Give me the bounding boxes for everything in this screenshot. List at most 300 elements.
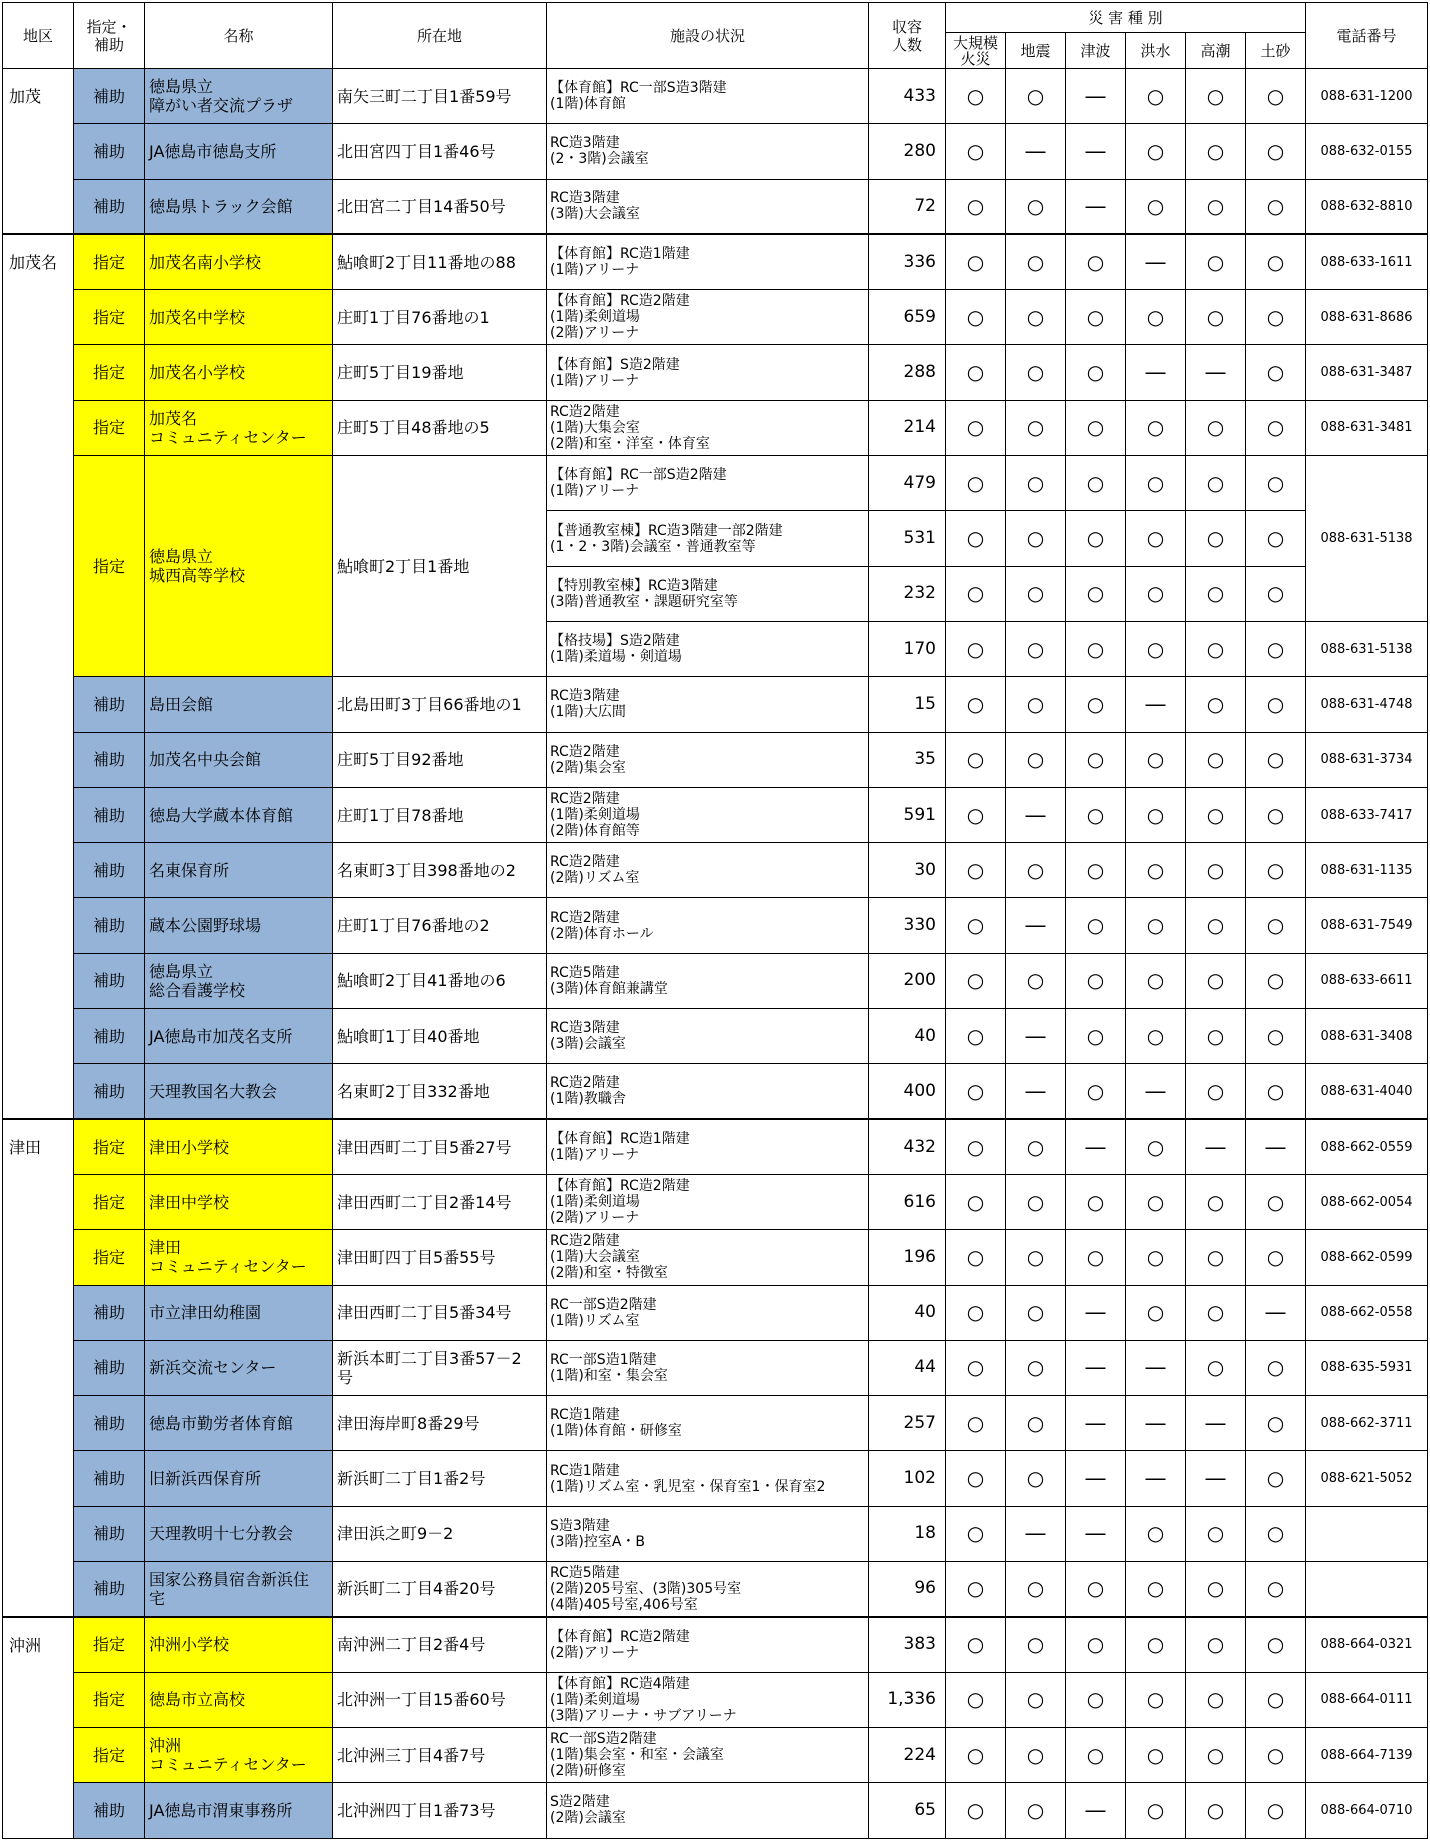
table-row xyxy=(3,1562,1428,1617)
capacity-cell: 336 xyxy=(869,234,946,289)
phone-cell: 088-633-1611 xyxy=(1306,234,1428,289)
mark-flood: ○ xyxy=(1126,1230,1186,1285)
capacity-cell: 18 xyxy=(869,1506,946,1561)
type-cell: 補助 xyxy=(74,124,145,179)
header-facility: 施設の状況 xyxy=(547,3,869,69)
table-row xyxy=(3,1119,1428,1174)
header-disaster-group: 災 害 種 別 xyxy=(946,3,1306,33)
facility-cell: 【普通教室棟】RC造3階建一部2階建 (1・2・3階)会議室・普通教室等 xyxy=(547,511,869,566)
mark-earthquake: ― xyxy=(1006,787,1066,842)
table-row xyxy=(3,456,1428,511)
mark-fire: ○ xyxy=(946,621,1006,676)
type-cell: 指定 xyxy=(74,345,145,400)
mark-fire: ○ xyxy=(946,1174,1006,1229)
mark-fire: ○ xyxy=(946,953,1006,1008)
mark-tsunami: ○ xyxy=(1066,1174,1126,1229)
facility-cell: S造2階建 (2階)会議室 xyxy=(547,1783,869,1838)
mark-earthquake: ○ xyxy=(1006,290,1066,345)
facility-cell: RC造2階建 (2階)体育ホール xyxy=(547,898,869,953)
mark-earthquake: ― xyxy=(1006,898,1066,953)
name-cell: 津田 コミュニティセンター xyxy=(145,1230,333,1285)
facility-cell: 【体育館】RC造2階建 (1階)柔剣道場 (2階)アリーナ xyxy=(547,290,869,345)
capacity-cell: 96 xyxy=(869,1562,946,1617)
facility-cell: 【体育館】RC一部S造3階建 (1階)体育館 xyxy=(547,69,869,124)
mark-flood: ○ xyxy=(1126,179,1186,234)
type-cell: 指定 xyxy=(74,1727,145,1782)
mark-tsunami: ○ xyxy=(1066,1230,1126,1285)
mark-landslide: ○ xyxy=(1246,621,1306,676)
mark-fire: ○ xyxy=(946,843,1006,898)
mark-tsunami: ○ xyxy=(1066,566,1126,621)
mark-landslide: ○ xyxy=(1246,1506,1306,1561)
facility-cell: 【体育館】RC造1階建 (1階)アリーナ xyxy=(547,234,869,289)
mark-earthquake: ○ xyxy=(1006,677,1066,732)
name-cell: JA徳島市徳島支所 xyxy=(145,124,333,179)
mark-tsunami: ○ xyxy=(1066,1617,1126,1672)
mark-landslide: ○ xyxy=(1246,566,1306,621)
type-cell: 補助 xyxy=(74,953,145,1008)
name-cell: 津田小学校 xyxy=(145,1119,333,1174)
mark-fire: ○ xyxy=(946,511,1006,566)
mark-earthquake: ○ xyxy=(1006,69,1066,124)
mark-landslide: ○ xyxy=(1246,345,1306,400)
mark-earthquake: ― xyxy=(1006,1064,1066,1119)
phone-cell: 088-621-5052 xyxy=(1306,1451,1428,1506)
mark-fire: ○ xyxy=(946,1396,1006,1451)
header-area: 地区 xyxy=(3,3,74,69)
facility-cell: RC造2階建 (2階)リズム室 xyxy=(547,843,869,898)
mark-landslide: ○ xyxy=(1246,1396,1306,1451)
mark-storm-surge: ○ xyxy=(1186,456,1246,511)
phone-cell: 088-631-3734 xyxy=(1306,732,1428,787)
mark-tsunami: ○ xyxy=(1066,1727,1126,1782)
mark-flood: ― xyxy=(1126,1396,1186,1451)
mark-tsunami: ― xyxy=(1066,1119,1126,1174)
mark-storm-surge: ― xyxy=(1186,345,1246,400)
mark-tsunami: ○ xyxy=(1066,456,1126,511)
address-cell: 庄町1丁目76番地の2 xyxy=(333,898,547,953)
header-disaster-fire: 大規模 火災 xyxy=(946,33,1006,69)
mark-storm-surge: ○ xyxy=(1186,400,1246,455)
mark-tsunami: ○ xyxy=(1066,1009,1126,1064)
name-cell: 新浜交流センター xyxy=(145,1340,333,1395)
mark-storm-surge: ○ xyxy=(1186,1617,1246,1672)
phone-cell: 088-662-0559 xyxy=(1306,1119,1428,1174)
header-name: 名称 xyxy=(145,3,333,69)
table-row xyxy=(3,1396,1428,1451)
address-cell: 庄町5丁目48番地の5 xyxy=(333,400,547,455)
header-disaster-tsunami: 津波 xyxy=(1066,33,1126,69)
mark-storm-surge: ○ xyxy=(1186,1506,1246,1561)
mark-storm-surge: ○ xyxy=(1186,1783,1246,1838)
mark-flood: ― xyxy=(1126,1340,1186,1395)
mark-tsunami: ○ xyxy=(1066,400,1126,455)
table-row xyxy=(3,898,1428,953)
mark-storm-surge: ○ xyxy=(1186,898,1246,953)
phone-cell: 088-631-5138 xyxy=(1306,456,1428,622)
table-row xyxy=(3,1672,1428,1727)
mark-tsunami: ○ xyxy=(1066,953,1126,1008)
mark-tsunami: ― xyxy=(1066,1285,1126,1340)
mark-earthquake: ○ xyxy=(1006,345,1066,400)
name-cell: 加茂名南小学校 xyxy=(145,234,333,289)
mark-landslide: ○ xyxy=(1246,1783,1306,1838)
header-disaster-earthquake: 地震 xyxy=(1006,33,1066,69)
facility-cell: 【体育館】RC造4階建 (1階)柔剣道場 (3階)アリーナ・サブアリーナ xyxy=(547,1672,869,1727)
mark-flood: ○ xyxy=(1126,456,1186,511)
capacity-cell: 214 xyxy=(869,400,946,455)
mark-landslide: ○ xyxy=(1246,1451,1306,1506)
table-row xyxy=(3,1783,1428,1838)
phone-cell: 088-631-7549 xyxy=(1306,898,1428,953)
capacity-cell: 232 xyxy=(869,566,946,621)
mark-fire: ○ xyxy=(946,1009,1006,1064)
mark-fire: ○ xyxy=(946,179,1006,234)
mark-flood: ○ xyxy=(1126,69,1186,124)
mark-flood: ― xyxy=(1126,1451,1186,1506)
table-row xyxy=(3,677,1428,732)
phone-cell: 088-631-4748 xyxy=(1306,677,1428,732)
mark-flood: ○ xyxy=(1126,1783,1186,1838)
type-cell: 補助 xyxy=(74,1506,145,1561)
mark-flood: ○ xyxy=(1126,1562,1186,1617)
name-cell: 市立津田幼稚園 xyxy=(145,1285,333,1340)
mark-fire: ○ xyxy=(946,345,1006,400)
name-cell: 徳島市勤労者体育館 xyxy=(145,1396,333,1451)
mark-flood: ○ xyxy=(1126,400,1186,455)
mark-tsunami: ○ xyxy=(1066,345,1126,400)
facility-cell: RC造3階建 (2・3階)会議室 xyxy=(547,124,869,179)
facility-cell: RC造2階建 (1階)大集会室 (2階)和室・洋室・体育室 xyxy=(547,400,869,455)
capacity-cell: 40 xyxy=(869,1009,946,1064)
name-cell: 加茂名中学校 xyxy=(145,290,333,345)
phone-cell: 088-664-0111 xyxy=(1306,1672,1428,1727)
mark-fire: ○ xyxy=(946,787,1006,842)
mark-flood: ― xyxy=(1126,1064,1186,1119)
mark-tsunami: ○ xyxy=(1066,621,1126,676)
address-cell: 津田西町二丁目2番14号 xyxy=(333,1174,547,1229)
address-cell: 津田浜之町9－2 xyxy=(333,1506,547,1561)
name-cell: 沖洲 コミュニティセンター xyxy=(145,1727,333,1782)
name-cell: 加茂名小学校 xyxy=(145,345,333,400)
mark-tsunami: ○ xyxy=(1066,732,1126,787)
name-cell: 徳島県立 障がい者交流プラザ xyxy=(145,69,333,124)
mark-storm-surge: ○ xyxy=(1186,179,1246,234)
capacity-cell: 400 xyxy=(869,1064,946,1119)
area-cell: 加茂 xyxy=(3,69,74,235)
mark-storm-surge: ○ xyxy=(1186,1672,1246,1727)
evacuation-shelter-table xyxy=(2,2,1428,1839)
table-row xyxy=(3,1451,1428,1506)
mark-earthquake: ○ xyxy=(1006,843,1066,898)
name-cell: 天理教国名大教会 xyxy=(145,1064,333,1119)
address-cell: 庄町5丁目19番地 xyxy=(333,345,547,400)
facility-cell: S造3階建 (3階)控室A・B xyxy=(547,1506,869,1561)
capacity-cell: 659 xyxy=(869,290,946,345)
address-cell: 北沖洲三丁目4番7号 xyxy=(333,1727,547,1782)
mark-storm-surge: ― xyxy=(1186,1119,1246,1174)
name-cell: 徳島市立高校 xyxy=(145,1672,333,1727)
address-cell: 鮎喰町2丁目1番地 xyxy=(333,456,547,677)
mark-tsunami: ○ xyxy=(1066,1064,1126,1119)
mark-flood: ― xyxy=(1126,234,1186,289)
facility-cell: 【体育館】RC造1階建 (1階)アリーナ xyxy=(547,1119,869,1174)
phone-cell: 088-631-1135 xyxy=(1306,843,1428,898)
name-cell: 徳島県トラック会館 xyxy=(145,179,333,234)
phone-cell: 088-631-3408 xyxy=(1306,1009,1428,1064)
name-cell: 名東保育所 xyxy=(145,843,333,898)
mark-flood: ― xyxy=(1126,677,1186,732)
address-cell: 津田西町二丁目5番34号 xyxy=(333,1285,547,1340)
name-cell: JA徳島市渭東事務所 xyxy=(145,1783,333,1838)
address-cell: 津田西町二丁目5番27号 xyxy=(333,1119,547,1174)
address-cell: 新浜町二丁目1番2号 xyxy=(333,1451,547,1506)
facility-cell: 【体育館】RC一部S造2階建 (1階)アリーナ xyxy=(547,456,869,511)
type-cell: 補助 xyxy=(74,1340,145,1395)
mark-landslide: ○ xyxy=(1246,1617,1306,1672)
mark-earthquake: ○ xyxy=(1006,456,1066,511)
capacity-cell: 330 xyxy=(869,898,946,953)
mark-tsunami: ― xyxy=(1066,1506,1126,1561)
type-cell: 指定 xyxy=(74,1617,145,1672)
type-cell: 補助 xyxy=(74,898,145,953)
mark-flood: ○ xyxy=(1126,1672,1186,1727)
mark-storm-surge: ○ xyxy=(1186,511,1246,566)
type-cell: 指定 xyxy=(74,234,145,289)
mark-storm-surge: ○ xyxy=(1186,677,1246,732)
table-row xyxy=(3,124,1428,179)
type-cell: 補助 xyxy=(74,179,145,234)
mark-storm-surge: ○ xyxy=(1186,787,1246,842)
table-row xyxy=(3,1064,1428,1119)
facility-cell: RC造3階建 (1階)大広間 xyxy=(547,677,869,732)
table-row xyxy=(3,179,1428,234)
mark-flood: ○ xyxy=(1126,1285,1186,1340)
mark-flood: ○ xyxy=(1126,566,1186,621)
type-cell: 指定 xyxy=(74,1119,145,1174)
mark-landslide: ○ xyxy=(1246,1064,1306,1119)
facility-cell: RC造2階建 (2階)集会室 xyxy=(547,732,869,787)
mark-earthquake: ○ xyxy=(1006,1451,1066,1506)
address-cell: 名東町3丁目398番地の2 xyxy=(333,843,547,898)
facility-cell: 【特別教室棟】RC造3階建 (3階)普通教室・課題研究室等 xyxy=(547,566,869,621)
type-cell: 補助 xyxy=(74,1009,145,1064)
mark-flood: ○ xyxy=(1126,898,1186,953)
mark-storm-surge: ○ xyxy=(1186,1064,1246,1119)
capacity-cell: 591 xyxy=(869,787,946,842)
area-cell: 津田 xyxy=(3,1119,74,1617)
mark-storm-surge: ○ xyxy=(1186,1562,1246,1617)
name-cell: 加茂名中央会館 xyxy=(145,732,333,787)
capacity-cell: 15 xyxy=(869,677,946,732)
facility-cell: RC造1階建 (1階)リズム室・乳児室・保育室1・保育室2 xyxy=(547,1451,869,1506)
mark-flood: ○ xyxy=(1126,511,1186,566)
header-phone: 電話番号 xyxy=(1306,3,1428,69)
mark-storm-surge: ― xyxy=(1186,1396,1246,1451)
phone-cell: 088-662-3711 xyxy=(1306,1396,1428,1451)
mark-earthquake: ○ xyxy=(1006,1617,1066,1672)
mark-flood: ○ xyxy=(1126,1506,1186,1561)
table-row xyxy=(3,400,1428,455)
mark-flood: ○ xyxy=(1126,124,1186,179)
mark-earthquake: ○ xyxy=(1006,1783,1066,1838)
mark-storm-surge: ○ xyxy=(1186,1340,1246,1395)
table-row xyxy=(3,1009,1428,1064)
mark-fire: ○ xyxy=(946,1562,1006,1617)
capacity-cell: 35 xyxy=(869,732,946,787)
mark-fire: ○ xyxy=(946,1285,1006,1340)
mark-earthquake: ○ xyxy=(1006,400,1066,455)
mark-fire: ○ xyxy=(946,69,1006,124)
phone-cell: 088-633-7417 xyxy=(1306,787,1428,842)
table-row xyxy=(3,69,1428,124)
capacity-cell: 44 xyxy=(869,1340,946,1395)
mark-landslide: ○ xyxy=(1246,1340,1306,1395)
table-row xyxy=(3,843,1428,898)
header-disaster-storm-surge: 高潮 xyxy=(1186,33,1246,69)
phone-cell: 088-631-5138 xyxy=(1306,621,1428,676)
mark-earthquake: ― xyxy=(1006,1506,1066,1561)
mark-earthquake: ○ xyxy=(1006,511,1066,566)
facility-cell: RC造3階建 (3階)会議室 xyxy=(547,1009,869,1064)
type-cell: 補助 xyxy=(74,1783,145,1838)
mark-earthquake: ○ xyxy=(1006,732,1066,787)
mark-fire: ○ xyxy=(946,1064,1006,1119)
mark-storm-surge: ○ xyxy=(1186,124,1246,179)
table-row xyxy=(3,1174,1428,1229)
mark-storm-surge: ○ xyxy=(1186,621,1246,676)
type-cell: 補助 xyxy=(74,732,145,787)
address-cell: 北沖洲一丁目15番60号 xyxy=(333,1672,547,1727)
mark-earthquake: ○ xyxy=(1006,234,1066,289)
mark-tsunami: ○ xyxy=(1066,511,1126,566)
name-cell: 津田中学校 xyxy=(145,1174,333,1229)
facility-cell: RC造2階建 (1階)教職舎 xyxy=(547,1064,869,1119)
mark-earthquake: ○ xyxy=(1006,621,1066,676)
facility-cell: RC造2階建 (1階)大会議室 (2階)和室・特徴室 xyxy=(547,1230,869,1285)
address-cell: 南矢三町二丁目1番59号 xyxy=(333,69,547,124)
mark-fire: ○ xyxy=(946,400,1006,455)
mark-fire: ○ xyxy=(946,234,1006,289)
phone-cell: 088-632-0155 xyxy=(1306,124,1428,179)
capacity-cell: 200 xyxy=(869,953,946,1008)
mark-earthquake: ○ xyxy=(1006,1727,1066,1782)
mark-tsunami: ― xyxy=(1066,1340,1126,1395)
facility-cell: RC造5階建 (3階)体育館兼講堂 xyxy=(547,953,869,1008)
mark-landslide: ○ xyxy=(1246,234,1306,289)
table-row xyxy=(3,787,1428,842)
name-cell: 徳島県立 城西高等学校 xyxy=(145,456,333,677)
mark-earthquake: ○ xyxy=(1006,566,1066,621)
mark-tsunami: ○ xyxy=(1066,234,1126,289)
mark-earthquake: ○ xyxy=(1006,1119,1066,1174)
name-cell: 蔵本公園野球場 xyxy=(145,898,333,953)
mark-storm-surge: ○ xyxy=(1186,566,1246,621)
mark-earthquake: ― xyxy=(1006,124,1066,179)
mark-tsunami: ○ xyxy=(1066,787,1126,842)
mark-fire: ○ xyxy=(946,1617,1006,1672)
mark-earthquake: ○ xyxy=(1006,1174,1066,1229)
mark-fire: ○ xyxy=(946,677,1006,732)
address-cell: 津田町四丁目5番55号 xyxy=(333,1230,547,1285)
mark-tsunami: ― xyxy=(1066,1451,1126,1506)
facility-cell: 【格技場】S造2階建 (1階)柔道場・剣道場 xyxy=(547,621,869,676)
type-cell: 補助 xyxy=(74,677,145,732)
capacity-cell: 432 xyxy=(869,1119,946,1174)
header-type: 指定・ 補助 xyxy=(74,3,145,69)
mark-landslide: ○ xyxy=(1246,953,1306,1008)
phone-cell: 088-631-3481 xyxy=(1306,400,1428,455)
type-cell: 補助 xyxy=(74,69,145,124)
address-cell: 北田宮四丁目1番46号 xyxy=(333,124,547,179)
phone-cell: 088-635-5931 xyxy=(1306,1340,1428,1395)
mark-storm-surge: ○ xyxy=(1186,843,1246,898)
address-cell: 北島田町3丁目66番地の1 xyxy=(333,677,547,732)
name-cell: 沖洲小学校 xyxy=(145,1617,333,1672)
address-cell: 鮎喰町2丁目11番地の88 xyxy=(333,234,547,289)
type-cell: 補助 xyxy=(74,1562,145,1617)
phone-cell: 088-664-7139 xyxy=(1306,1727,1428,1782)
facility-cell: RC造5階建 (2階)205号室、(3階)305号室 (4階)405号室,406号室 xyxy=(547,1562,869,1617)
table-row xyxy=(3,1340,1428,1395)
mark-fire: ○ xyxy=(946,1727,1006,1782)
type-cell: 指定 xyxy=(74,1174,145,1229)
mark-earthquake: ○ xyxy=(1006,1230,1066,1285)
table-row xyxy=(3,234,1428,289)
address-cell: 鮎喰町1丁目40番地 xyxy=(333,1009,547,1064)
mark-storm-surge: ○ xyxy=(1186,1230,1246,1285)
mark-flood: ○ xyxy=(1126,843,1186,898)
mark-landslide: ○ xyxy=(1246,400,1306,455)
mark-earthquake: ○ xyxy=(1006,953,1066,1008)
capacity-cell: 531 xyxy=(869,511,946,566)
facility-cell: 【体育館】S造2階建 (1階)アリーナ xyxy=(547,345,869,400)
mark-landslide: ○ xyxy=(1246,69,1306,124)
phone-cell: 088-631-3487 xyxy=(1306,345,1428,400)
table-row xyxy=(3,1727,1428,1782)
mark-fire: ○ xyxy=(946,898,1006,953)
mark-fire: ○ xyxy=(946,1340,1006,1395)
mark-flood: ○ xyxy=(1126,1009,1186,1064)
mark-tsunami: ― xyxy=(1066,124,1126,179)
mark-storm-surge: ○ xyxy=(1186,1174,1246,1229)
area-cell: 加茂名 xyxy=(3,234,74,1119)
mark-earthquake: ○ xyxy=(1006,1562,1066,1617)
address-cell: 庄町1丁目76番地の1 xyxy=(333,290,547,345)
table-row xyxy=(3,953,1428,1008)
phone-cell: 088-662-0599 xyxy=(1306,1230,1428,1285)
mark-flood: ○ xyxy=(1126,787,1186,842)
mark-fire: ○ xyxy=(946,1672,1006,1727)
mark-flood: ○ xyxy=(1126,1119,1186,1174)
mark-tsunami: ― xyxy=(1066,69,1126,124)
mark-fire: ○ xyxy=(946,290,1006,345)
capacity-cell: 170 xyxy=(869,621,946,676)
facility-cell: RC造3階建 (3階)大会議室 xyxy=(547,179,869,234)
address-cell: 鮎喰町2丁目41番地の6 xyxy=(333,953,547,1008)
capacity-cell: 288 xyxy=(869,345,946,400)
type-cell: 指定 xyxy=(74,456,145,677)
capacity-cell: 224 xyxy=(869,1727,946,1782)
mark-earthquake: ― xyxy=(1006,1009,1066,1064)
mark-fire: ○ xyxy=(946,1119,1006,1174)
name-cell: JA徳島市加茂名支所 xyxy=(145,1009,333,1064)
mark-landslide: ○ xyxy=(1246,179,1306,234)
mark-landslide: ○ xyxy=(1246,843,1306,898)
header-address: 所在地 xyxy=(333,3,547,69)
phone-cell xyxy=(1306,1562,1428,1617)
mark-landslide: ○ xyxy=(1246,677,1306,732)
